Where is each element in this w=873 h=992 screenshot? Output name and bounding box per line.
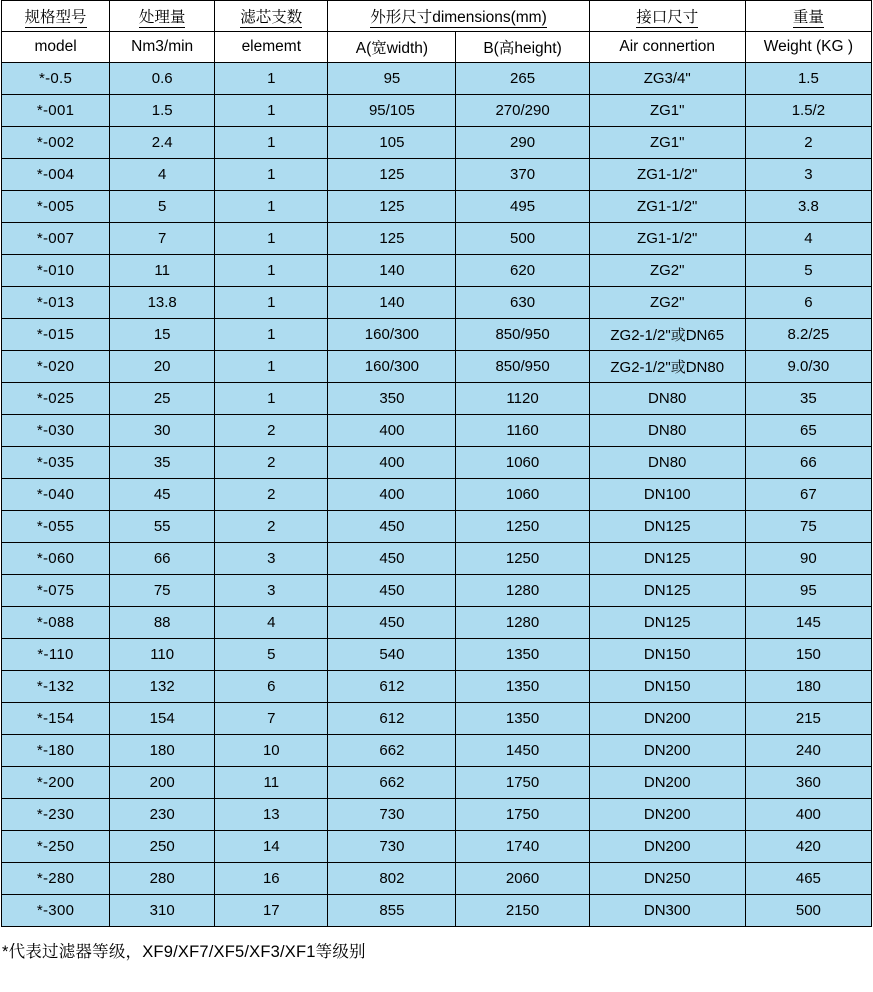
- cell-dimension-a: 662: [328, 767, 456, 799]
- cell-element-count: 2: [215, 479, 328, 511]
- cell-dimension-b: 2150: [456, 895, 589, 927]
- footnote: *代表过滤器等级，XF9/XF7/XF5/XF3/XF1等级别: [2, 943, 366, 961]
- cell-model: *-002: [2, 127, 110, 159]
- table-row: [2, 767, 872, 799]
- cell-element-count: 4: [215, 607, 328, 639]
- cell-element-count: 1: [215, 95, 328, 127]
- cell-weight: 9.0/30: [745, 351, 871, 383]
- cell-element-count: 1: [215, 287, 328, 319]
- cell-dimension-a: 140: [328, 255, 456, 287]
- table-row: [2, 223, 872, 255]
- header-weight-en: Weight (KG ): [745, 32, 871, 63]
- cell-element-count: 3: [215, 575, 328, 607]
- cell-model: *-030: [2, 415, 110, 447]
- cell-capacity: 13.8: [110, 287, 215, 319]
- cell-dimension-b: 2060: [456, 863, 589, 895]
- cell-model: *-154: [2, 703, 110, 735]
- table-row: [2, 351, 872, 383]
- cell-connection: DN200: [589, 703, 745, 735]
- cell-model: *-060: [2, 543, 110, 575]
- cell-capacity: 20: [110, 351, 215, 383]
- header-dimension-b: B(高height): [456, 32, 589, 63]
- cell-weight: 420: [745, 831, 871, 863]
- table-row: [2, 383, 872, 415]
- cell-capacity: 280: [110, 863, 215, 895]
- cell-dimension-a: 125: [328, 223, 456, 255]
- specification-table: [1, 0, 872, 927]
- cell-model: *-250: [2, 831, 110, 863]
- cell-dimension-b: 1750: [456, 799, 589, 831]
- cell-dimension-b: 1120: [456, 383, 589, 415]
- cell-dimension-b: 270/290: [456, 95, 589, 127]
- cell-dimension-b: 620: [456, 255, 589, 287]
- cell-model: *-001: [2, 95, 110, 127]
- cell-connection: DN80: [589, 415, 745, 447]
- cell-dimension-a: 730: [328, 831, 456, 863]
- cell-weight: 150: [745, 639, 871, 671]
- cell-connection: DN200: [589, 831, 745, 863]
- cell-connection: DN125: [589, 575, 745, 607]
- cell-weight: 75: [745, 511, 871, 543]
- cell-capacity: 310: [110, 895, 215, 927]
- cell-dimension-a: 450: [328, 543, 456, 575]
- table-row: [2, 799, 872, 831]
- cell-connection: DN200: [589, 799, 745, 831]
- table-row: [2, 831, 872, 863]
- cell-dimension-a: 730: [328, 799, 456, 831]
- cell-dimension-b: 1450: [456, 735, 589, 767]
- cell-element-count: 1: [215, 191, 328, 223]
- cell-dimension-a: 160/300: [328, 351, 456, 383]
- cell-weight: 465: [745, 863, 871, 895]
- cell-dimension-a: 450: [328, 511, 456, 543]
- cell-dimension-a: 350: [328, 383, 456, 415]
- cell-model: *-007: [2, 223, 110, 255]
- cell-dimension-a: 125: [328, 191, 456, 223]
- cell-element-count: 7: [215, 703, 328, 735]
- cell-model: *-200: [2, 767, 110, 799]
- cell-capacity: 132: [110, 671, 215, 703]
- cell-dimension-a: 450: [328, 575, 456, 607]
- header-dimensions-cn: 外形尺寸dimensions(mm): [328, 1, 589, 32]
- header-dimension-a: A(宽width): [328, 32, 456, 63]
- cell-connection: ZG1": [589, 127, 745, 159]
- cell-element-count: 2: [215, 447, 328, 479]
- table-row: [2, 447, 872, 479]
- cell-element-count: 2: [215, 511, 328, 543]
- cell-weight: 35: [745, 383, 871, 415]
- cell-dimension-a: 400: [328, 447, 456, 479]
- cell-capacity: 200: [110, 767, 215, 799]
- header-element-count-en: elememt: [215, 32, 328, 63]
- cell-dimension-a: 160/300: [328, 319, 456, 351]
- cell-model: *-110: [2, 639, 110, 671]
- cell-model: *-040: [2, 479, 110, 511]
- table-row: [2, 191, 872, 223]
- cell-connection: DN250: [589, 863, 745, 895]
- cell-model: *-280: [2, 863, 110, 895]
- cell-connection: DN100: [589, 479, 745, 511]
- cell-weight: 3.8: [745, 191, 871, 223]
- header-model-cn: 规格型号: [2, 1, 110, 32]
- cell-dimension-b: 1750: [456, 767, 589, 799]
- cell-dimension-b: 1350: [456, 671, 589, 703]
- cell-model: *-180: [2, 735, 110, 767]
- cell-element-count: 1: [215, 351, 328, 383]
- cell-weight: 66: [745, 447, 871, 479]
- cell-capacity: 66: [110, 543, 215, 575]
- table-row: [2, 127, 872, 159]
- cell-connection: ZG2": [589, 287, 745, 319]
- cell-element-count: 6: [215, 671, 328, 703]
- cell-dimension-b: 1250: [456, 511, 589, 543]
- table-row: [2, 703, 872, 735]
- table-row: [2, 255, 872, 287]
- cell-weight: 1.5: [745, 63, 871, 95]
- cell-model: *-300: [2, 895, 110, 927]
- cell-dimension-b: 500: [456, 223, 589, 255]
- table-row: [2, 511, 872, 543]
- cell-dimension-b: 290: [456, 127, 589, 159]
- cell-dimension-a: 540: [328, 639, 456, 671]
- cell-connection: DN125: [589, 511, 745, 543]
- cell-dimension-b: 850/950: [456, 319, 589, 351]
- cell-dimension-b: 1280: [456, 607, 589, 639]
- cell-weight: 6: [745, 287, 871, 319]
- cell-capacity: 154: [110, 703, 215, 735]
- cell-model: *-013: [2, 287, 110, 319]
- cell-model: *-035: [2, 447, 110, 479]
- cell-element-count: 13: [215, 799, 328, 831]
- cell-element-count: 5: [215, 639, 328, 671]
- cell-connection: ZG1-1/2": [589, 191, 745, 223]
- cell-capacity: 230: [110, 799, 215, 831]
- cell-dimension-a: 95: [328, 63, 456, 95]
- table-row: [2, 543, 872, 575]
- table-row: [2, 863, 872, 895]
- cell-weight: 1.5/2: [745, 95, 871, 127]
- cell-connection: ZG2-1/2"或DN80: [589, 351, 745, 383]
- cell-capacity: 110: [110, 639, 215, 671]
- cell-model: *-230: [2, 799, 110, 831]
- cell-connection: DN200: [589, 767, 745, 799]
- cell-connection: DN125: [589, 607, 745, 639]
- cell-dimension-b: 1740: [456, 831, 589, 863]
- cell-dimension-a: 105: [328, 127, 456, 159]
- table-header: [2, 1, 872, 63]
- cell-dimension-a: 612: [328, 703, 456, 735]
- cell-connection: ZG1-1/2": [589, 223, 745, 255]
- cell-dimension-b: 1160: [456, 415, 589, 447]
- cell-weight: 90: [745, 543, 871, 575]
- cell-element-count: 14: [215, 831, 328, 863]
- cell-weight: 8.2/25: [745, 319, 871, 351]
- table-row: [2, 735, 872, 767]
- cell-dimension-b: 1060: [456, 447, 589, 479]
- cell-dimension-b: 1280: [456, 575, 589, 607]
- cell-model: *-020: [2, 351, 110, 383]
- table-row: [2, 159, 872, 191]
- table-row: [2, 319, 872, 351]
- cell-capacity: 7: [110, 223, 215, 255]
- table-row: [2, 639, 872, 671]
- cell-model: *-004: [2, 159, 110, 191]
- cell-connection: DN200: [589, 735, 745, 767]
- cell-dimension-a: 450: [328, 607, 456, 639]
- cell-dimension-b: 265: [456, 63, 589, 95]
- header-model-en: model: [2, 32, 110, 63]
- cell-connection: DN150: [589, 639, 745, 671]
- cell-weight: 5: [745, 255, 871, 287]
- cell-dimension-a: 662: [328, 735, 456, 767]
- table-body: [2, 63, 872, 927]
- cell-weight: 4: [745, 223, 871, 255]
- cell-model: *-015: [2, 319, 110, 351]
- cell-element-count: 16: [215, 863, 328, 895]
- cell-capacity: 30: [110, 415, 215, 447]
- cell-element-count: 1: [215, 223, 328, 255]
- cell-model: *-088: [2, 607, 110, 639]
- cell-element-count: 1: [215, 383, 328, 415]
- cell-connection: ZG2-1/2"或DN65: [589, 319, 745, 351]
- cell-capacity: 35: [110, 447, 215, 479]
- header-connection-cn: 接口尺寸: [589, 1, 745, 32]
- cell-capacity: 88: [110, 607, 215, 639]
- table-row: [2, 287, 872, 319]
- cell-capacity: 15: [110, 319, 215, 351]
- cell-dimension-b: 370: [456, 159, 589, 191]
- cell-model: *-010: [2, 255, 110, 287]
- cell-dimension-b: 1250: [456, 543, 589, 575]
- cell-weight: 3: [745, 159, 871, 191]
- header-capacity-cn: 处理量: [110, 1, 215, 32]
- cell-weight: 180: [745, 671, 871, 703]
- cell-capacity: 75: [110, 575, 215, 607]
- cell-model: *-075: [2, 575, 110, 607]
- cell-element-count: 10: [215, 735, 328, 767]
- table-row: [2, 895, 872, 927]
- table-row: [2, 415, 872, 447]
- cell-capacity: 1.5: [110, 95, 215, 127]
- header-capacity-en: Nm3/min: [110, 32, 215, 63]
- header-row-primary: [2, 1, 872, 32]
- cell-element-count: 1: [215, 159, 328, 191]
- cell-capacity: 25: [110, 383, 215, 415]
- header-connection-en: Air connertion: [589, 32, 745, 63]
- cell-dimension-b: 1350: [456, 639, 589, 671]
- cell-model: *-0.5: [2, 63, 110, 95]
- cell-connection: DN300: [589, 895, 745, 927]
- cell-model: *-005: [2, 191, 110, 223]
- cell-dimension-a: 400: [328, 415, 456, 447]
- cell-connection: DN150: [589, 671, 745, 703]
- cell-dimension-a: 855: [328, 895, 456, 927]
- cell-weight: 67: [745, 479, 871, 511]
- cell-dimension-b: 630: [456, 287, 589, 319]
- cell-element-count: 1: [215, 127, 328, 159]
- cell-dimension-a: 802: [328, 863, 456, 895]
- cell-element-count: 1: [215, 255, 328, 287]
- cell-weight: 145: [745, 607, 871, 639]
- table-row: [2, 95, 872, 127]
- cell-connection: ZG3/4": [589, 63, 745, 95]
- cell-weight: 240: [745, 735, 871, 767]
- cell-dimension-a: 612: [328, 671, 456, 703]
- header-element-count-cn: 滤芯支数: [215, 1, 328, 32]
- table-row: [2, 575, 872, 607]
- cell-dimension-a: 140: [328, 287, 456, 319]
- cell-dimension-a: 400: [328, 479, 456, 511]
- cell-capacity: 55: [110, 511, 215, 543]
- cell-connection: DN80: [589, 383, 745, 415]
- cell-element-count: 17: [215, 895, 328, 927]
- cell-dimension-a: 95/105: [328, 95, 456, 127]
- cell-capacity: 2.4: [110, 127, 215, 159]
- header-row-secondary: [2, 32, 872, 63]
- cell-capacity: 4: [110, 159, 215, 191]
- cell-model: *-132: [2, 671, 110, 703]
- cell-connection: ZG1": [589, 95, 745, 127]
- table-row: [2, 63, 872, 95]
- cell-weight: 65: [745, 415, 871, 447]
- cell-weight: 360: [745, 767, 871, 799]
- cell-weight: 400: [745, 799, 871, 831]
- cell-capacity: 0.6: [110, 63, 215, 95]
- cell-dimension-b: 1060: [456, 479, 589, 511]
- cell-dimension-b: 1350: [456, 703, 589, 735]
- cell-weight: 500: [745, 895, 871, 927]
- cell-weight: 95: [745, 575, 871, 607]
- table-row: [2, 671, 872, 703]
- cell-capacity: 250: [110, 831, 215, 863]
- cell-connection: DN125: [589, 543, 745, 575]
- cell-element-count: 3: [215, 543, 328, 575]
- cell-model: *-025: [2, 383, 110, 415]
- cell-weight: 2: [745, 127, 871, 159]
- cell-element-count: 2: [215, 415, 328, 447]
- cell-element-count: 1: [215, 63, 328, 95]
- header-weight-cn: 重量: [745, 1, 871, 32]
- cell-element-count: 11: [215, 767, 328, 799]
- cell-dimension-b: 495: [456, 191, 589, 223]
- cell-capacity: 45: [110, 479, 215, 511]
- cell-dimension-a: 125: [328, 159, 456, 191]
- cell-connection: DN80: [589, 447, 745, 479]
- cell-capacity: 11: [110, 255, 215, 287]
- cell-element-count: 1: [215, 319, 328, 351]
- table-row: [2, 607, 872, 639]
- cell-capacity: 5: [110, 191, 215, 223]
- cell-connection: ZG1-1/2": [589, 159, 745, 191]
- cell-dimension-b: 850/950: [456, 351, 589, 383]
- cell-capacity: 180: [110, 735, 215, 767]
- cell-weight: 215: [745, 703, 871, 735]
- cell-model: *-055: [2, 511, 110, 543]
- cell-connection: ZG2": [589, 255, 745, 287]
- table-row: [2, 479, 872, 511]
